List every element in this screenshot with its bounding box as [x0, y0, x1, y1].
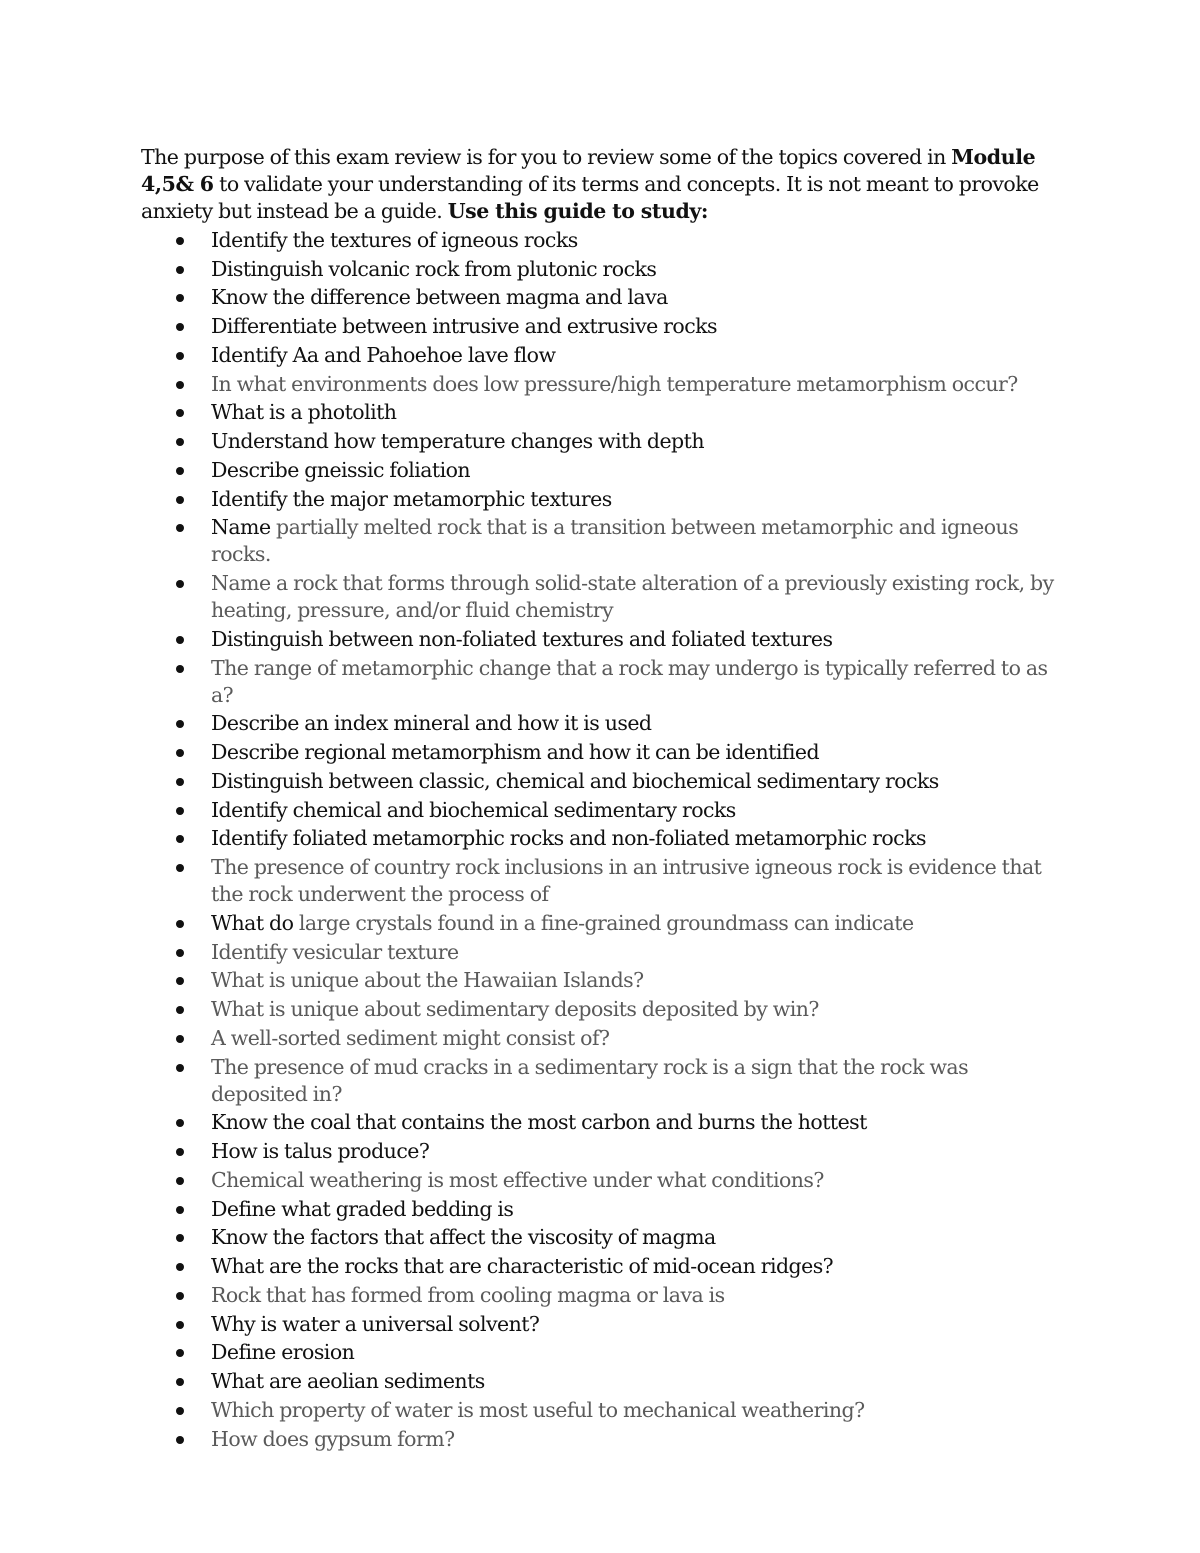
bullet-dot-icon [176, 1035, 184, 1043]
study-topic-item [141, 1253, 1061, 1280]
study-topic-item [141, 1368, 1061, 1395]
bullet-dot-icon [176, 665, 184, 673]
bullet-dot-icon [176, 1378, 184, 1386]
study-topic-item [141, 996, 1061, 1023]
study-topic-item [141, 486, 1061, 513]
bullet-dot-icon [176, 949, 184, 957]
bullet-dot-icon [176, 1321, 184, 1329]
study-topic-item [141, 797, 1061, 824]
bullet-dot-icon [176, 524, 184, 532]
study-topic-item [141, 342, 1061, 369]
bullet-dot-icon [176, 1407, 184, 1415]
study-topic-item [141, 1138, 1061, 1165]
study-topic-text: Which property of water is most useful to mechanical weathering? [211, 1397, 865, 1422]
study-topic-item [141, 1167, 1061, 1194]
bullet-dot-icon [176, 864, 184, 872]
study-topic-text: What are the rocks that are characteristic of mid-ocean ridges? [211, 1254, 834, 1278]
study-topic-text: Describe gneissic foliation [211, 457, 471, 482]
study-topic-text: Identify vesicular texture [211, 939, 459, 964]
study-topic-item [141, 1224, 1061, 1251]
bullet-dot-icon [176, 1436, 184, 1444]
study-topic-text: Define erosion [211, 1340, 355, 1365]
study-topic-item [141, 739, 1061, 766]
bullet-dot-icon [176, 977, 184, 985]
study-topic-lead: Name [211, 515, 271, 540]
study-topic-item [141, 910, 1061, 937]
bullet-dot-icon [176, 1006, 184, 1014]
study-topic-text: Identify foliated metamorphic rocks and non-foliated metamorphic rocks [211, 826, 926, 851]
study-topic-item [141, 457, 1061, 484]
study-topic-text: The range of metamorphic change that a rock may undergo is typically referred to as a? [211, 655, 1048, 707]
bullet-dot-icon [176, 1206, 184, 1214]
intro-text-1: The purpose of this exam review is for you to review some of the topics covered in [141, 145, 952, 169]
study-topic-text: Know the difference between magma and lava [211, 285, 668, 310]
intro-module-bold: Module 4,5& 6 [141, 145, 1036, 196]
bullet-dot-icon [176, 1177, 184, 1185]
bullet-dot-icon [176, 778, 184, 786]
bullet-dot-icon [176, 467, 184, 475]
study-topic-text: What is unique about sedimentary deposits deposited by win? [211, 997, 819, 1021]
bullet-dot-icon [176, 749, 184, 757]
study-topic-item [141, 768, 1061, 795]
study-topic-item [141, 626, 1061, 653]
study-topic-text: Chemical weathering is most effective under what conditions? [211, 1167, 824, 1192]
study-topic-text: The presence of mud cracks in a sedimentary rock is a sign that the rock was deposited in? [211, 1054, 969, 1106]
document-body [141, 144, 1061, 1453]
study-topic-text: Rock that has formed from cooling magma or lava is [211, 1282, 725, 1307]
study-topic-item [141, 655, 1061, 709]
study-topic-item [141, 1397, 1061, 1424]
study-topic-text: Differentiate between intrusive and extrusive rocks [211, 314, 717, 338]
bullet-dot-icon [176, 438, 184, 446]
bullet-dot-icon [176, 323, 184, 331]
study-topic-text: Distinguish between classic, chemical and biochemical sedimentary rocks [211, 768, 939, 793]
study-topic-text: Understand how temperature changes with depth [211, 429, 704, 453]
bullet-dot-icon [176, 409, 184, 417]
bullet-dot-icon [176, 352, 184, 360]
study-topic-item [141, 227, 1061, 254]
bullet-dot-icon [176, 294, 184, 302]
study-topic-text: Identify the major metamorphic textures [211, 486, 612, 511]
study-topic-lead: What do [211, 910, 294, 935]
study-topic-item [141, 939, 1061, 966]
study-topic-item [141, 1426, 1061, 1453]
study-topic-text: Identify chemical and biochemical sedimentary rocks [211, 797, 736, 822]
bullet-dot-icon [176, 1234, 184, 1242]
bullet-dot-icon [176, 381, 184, 389]
study-topic-item [141, 1311, 1061, 1338]
study-topic-text: Identify the textures of igneous rocks [211, 227, 578, 252]
study-topic-text: What are aeolian sediments [211, 1369, 485, 1393]
study-topic-rest: large crystals found in a fine-grained groundmass can indicate [293, 910, 914, 935]
study-topic-text: What is unique about the Hawaiian Islands? [211, 968, 644, 993]
study-topic-item [141, 1282, 1061, 1309]
study-topic-item [141, 1339, 1061, 1366]
study-topic-text: Describe regional metamorphism and how it can be identified [211, 740, 820, 764]
study-topic-item [141, 428, 1061, 455]
bullet-dot-icon [176, 580, 184, 588]
bullet-dot-icon [176, 720, 184, 728]
study-topic-item [141, 284, 1061, 311]
study-topic-item [141, 710, 1061, 737]
study-topic-item [141, 967, 1061, 994]
study-topic-text: In what environments does low pressure/high temperature metamorphism occur? [211, 371, 1018, 396]
study-topic-text: The presence of country rock inclusions in an intrusive igneous rock is evidence that the rock underwent the process of [211, 855, 1042, 906]
intro-study-bold: Use this guide to study: [447, 199, 709, 223]
bullet-dot-icon [176, 1148, 184, 1156]
intro-text-2: to validate your understanding of its terms and concepts. It is not meant to provoke anxiety but instead be a guide. [141, 172, 1039, 223]
bullet-dot-icon [176, 636, 184, 644]
study-topic-text: Distinguish between non-foliated textures and foliated textures [211, 626, 833, 651]
bullet-dot-icon [176, 1119, 184, 1127]
study-topic-list [141, 227, 1061, 1453]
study-topic-text: How is talus produce? [211, 1139, 430, 1163]
study-topic-item [141, 854, 1061, 908]
study-topic-item [141, 570, 1061, 624]
study-topic-text: Distinguish volcanic rock from plutonic rocks [211, 256, 657, 281]
study-topic-rest: partially melted rock that is a transition between metamorphic and igneous rocks. [211, 515, 1019, 567]
bullet-dot-icon [176, 1349, 184, 1357]
study-topic-item [141, 1196, 1061, 1223]
intro-paragraph [141, 144, 1061, 225]
study-topic-item [141, 371, 1061, 398]
bullet-dot-icon [176, 1263, 184, 1271]
study-topic-text: Describe an index mineral and how it is used [211, 711, 652, 736]
study-topic-text: Know the coal that contains the most carbon and burns the hottest [211, 1110, 867, 1135]
study-topic-text: Name a rock that forms through solid-state alteration of a previously existing rock, by heating, pressure, and/or fluid chemistry [211, 571, 1054, 622]
study-topic-item [141, 1025, 1061, 1052]
study-topic-item [141, 399, 1061, 426]
study-topic-item [141, 1054, 1061, 1108]
bullet-dot-icon [176, 1292, 184, 1300]
study-topic-text: A well-sorted sediment might consist of? [211, 1025, 610, 1050]
bullet-dot-icon [176, 1064, 184, 1072]
study-topic-text: Know the factors that affect the viscosity of magma [211, 1225, 716, 1250]
bullet-dot-icon [176, 835, 184, 843]
bullet-dot-icon [176, 266, 184, 274]
study-topic-text: Identify Aa and Pahoehoe lave flow [211, 342, 556, 367]
study-topic-text: Define what graded bedding is [211, 1196, 514, 1221]
study-topic-item [141, 313, 1061, 340]
bullet-dot-icon [176, 496, 184, 504]
study-topic-item [141, 514, 1061, 568]
study-topic-text: Why is water a universal solvent? [211, 1311, 540, 1336]
bullet-dot-icon [176, 237, 184, 245]
study-topic-text: How does gypsum form? [211, 1426, 455, 1451]
study-topic-item [141, 825, 1061, 852]
bullet-dot-icon [176, 807, 184, 815]
bullet-dot-icon [176, 920, 184, 928]
study-topic-text: What is a photolith [211, 400, 397, 425]
study-topic-item [141, 256, 1061, 283]
study-topic-item [141, 1109, 1061, 1136]
